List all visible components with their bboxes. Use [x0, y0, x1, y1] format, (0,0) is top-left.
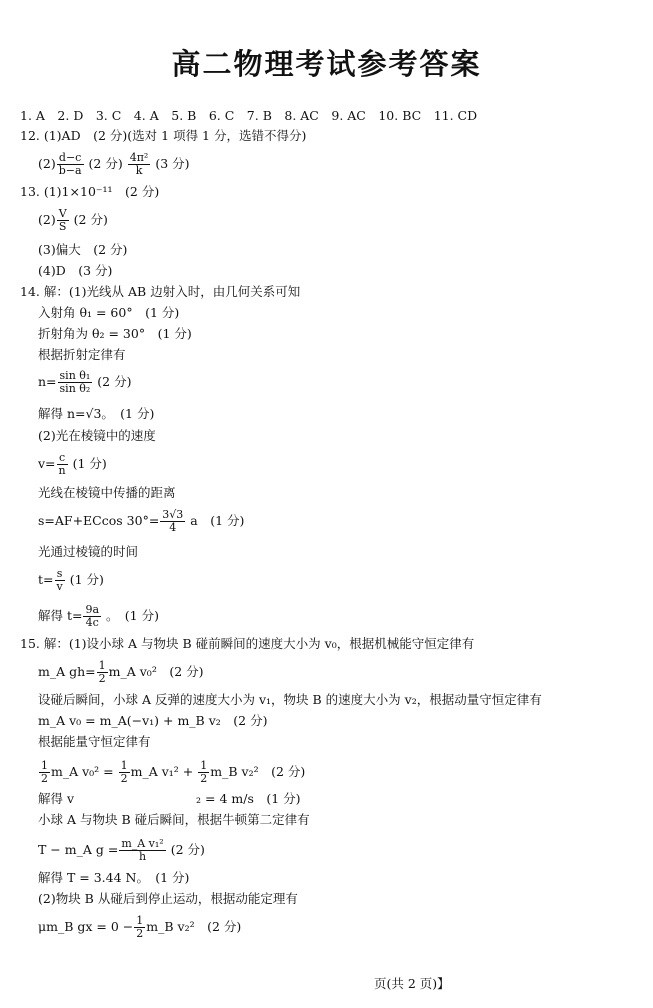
frac-den: sin θ₂ [59, 382, 91, 395]
q12-fraction-2 [128, 152, 151, 177]
frac-den: 4 [169, 521, 177, 534]
q14-eq-prefix: 解得 t= [38, 608, 83, 623]
page-title: 高二物理考试参考答案 [171, 47, 482, 81]
frac-num: V [58, 207, 67, 220]
q14-line6: 解得 n=√3。 (1 分) [38, 406, 155, 421]
q15-eq-prefix: m_A gh= [38, 664, 96, 679]
q15-line2 [38, 660, 204, 685]
q15-eq-suffix: m_B v₂² (2 分) [146, 919, 242, 934]
q15-line11: (2)物块 B 从碰后到停止运动，根据动能定理有 [38, 891, 298, 906]
page-footer: 页(共 2 页)】 [374, 976, 450, 991]
q15-line9 [38, 838, 205, 863]
frac-den: b−a [58, 164, 82, 177]
q15-result-value: ₂ = 4 m/s (1 分) [196, 791, 301, 806]
frac-num: 1 [41, 759, 48, 772]
frac-num: c [57, 452, 68, 465]
choice-answers: 1. A 2. D 3. C 4. A 5. B 6. C 7. B 8. AC 9. AC 10. BC 11. CD [20, 108, 478, 123]
q12-line1: 12. (1)AD (2 分)(选对 1 项得 1 分，选错不得分) [20, 128, 307, 143]
q14-eq-prefix: n= [38, 374, 57, 389]
frac-num: d−c [57, 152, 84, 165]
frac-den: 2 [98, 672, 106, 685]
q15-fraction-half [119, 760, 130, 785]
q13-line2 [38, 208, 108, 233]
q14-fraction-s [160, 509, 185, 534]
q14-line4: 根据折射定律有 [38, 347, 126, 362]
q14-line9: 光线在棱镜中传播的距离 [38, 485, 176, 500]
q15-result-prefix: 解得 v [38, 791, 75, 806]
q15-eq-part: m_A v₁² + [130, 764, 194, 779]
frac-num: sin θ₁ [59, 369, 91, 382]
q13-fraction [57, 208, 69, 233]
q15-line6 [38, 760, 305, 785]
q15-eq-part: m_B v₂² (2 分) [210, 764, 306, 779]
q15-eq-prefix: T − m_A g = [38, 842, 119, 857]
frac-num: 3√3 [162, 508, 184, 521]
q15-fraction-half [97, 660, 108, 685]
q15-eq-suffix: m_A v₀² (2 分) [108, 664, 204, 679]
q12-prefix: (2) [38, 156, 56, 171]
q14-line12 [38, 568, 104, 593]
q12-line2 [38, 152, 190, 177]
frac-num: s [55, 568, 65, 581]
frac-num: 1 [98, 659, 106, 672]
q15-line5: 根据能量守恒定律有 [38, 734, 151, 749]
q14-line8 [38, 452, 107, 477]
frac-num: 1 [200, 759, 208, 772]
q14-fraction-t [55, 568, 65, 593]
q15-fraction-tension [119, 838, 165, 863]
frac-den: 2 [41, 772, 48, 785]
q13-prefix: (2) [38, 212, 56, 227]
q15-fraction-half [134, 915, 145, 940]
q12-score-2: (3 分) [155, 156, 190, 171]
q14-eq-prefix: s=AF+ECcos 30°= [38, 513, 160, 528]
q15-line3: 设碰后瞬间，小球 A 反弹的速度大小为 v₁，物块 B 的速度大小为 v₂，根据动量守恒定律有 [38, 692, 542, 707]
frac-num: 9a [85, 603, 100, 616]
q15-line7 [38, 791, 301, 807]
frac-den: 2 [120, 772, 128, 785]
q14-score: (2 分) [97, 374, 132, 389]
q15-line12 [38, 915, 241, 940]
q14-score: a (1 分) [190, 513, 245, 528]
frac-den: 2 [200, 772, 208, 785]
q14-line2: 入射角 θ₁ = 60° (1 分) [38, 305, 180, 320]
frac-den: 2 [136, 927, 144, 940]
q14-line10 [38, 509, 244, 534]
frac-den: v [56, 580, 63, 593]
q14-line5 [38, 370, 131, 395]
q14-score: 。 (1 分) [106, 608, 159, 623]
q14-score: (1 分) [69, 572, 104, 587]
q13-line3: (3)偏大 (2 分) [38, 242, 128, 257]
q14-line1: 14. 解：(1)光线从 AB 边射入时，由几何关系可知 [20, 284, 301, 299]
q14-line7: (2)光在棱镜中的速度 [38, 428, 156, 443]
q15-fraction-half [198, 760, 209, 785]
q15-line4: m_A v₀ = m_A(−v₁) + m_B v₂ (2 分) [38, 713, 268, 728]
q15-eq-prefix: μm_B gx = 0 − [38, 919, 134, 934]
frac-num: 4π² [129, 151, 149, 164]
frac-den: n [58, 464, 66, 477]
q14-eq-prefix: t= [38, 572, 54, 587]
frac-num: 1 [136, 914, 144, 927]
q15-eq-part: m_A v₀² = [51, 764, 114, 779]
q15-fraction-half [39, 760, 50, 785]
q13-line4: (4)D (3 分) [38, 263, 113, 278]
frac-num: m_A v₁² [121, 837, 164, 850]
q12-score: (2 分) [88, 156, 123, 171]
frac-num: 1 [120, 759, 128, 772]
q14-line11: 光通过棱镜的时间 [38, 544, 139, 559]
frac-den: S [58, 220, 67, 233]
q14-fraction-v [57, 452, 68, 477]
q14-line13 [38, 604, 159, 629]
q15-score: (2 分) [170, 842, 205, 857]
q12-fraction-1 [57, 152, 84, 177]
q13-line1: 13. (1)1×10⁻¹¹ (2 分) [20, 184, 160, 199]
q14-fraction-snell [58, 370, 93, 395]
q15-line8: 小球 A 与物块 B 碰后瞬间，根据牛顿第二定律有 [38, 812, 310, 827]
q13-score: (2 分) [73, 212, 108, 227]
q14-fraction-result [83, 604, 101, 629]
q15-line10: 解得 T = 3.44 N。 (1 分) [38, 870, 190, 885]
q14-score: (1 分) [72, 456, 107, 471]
q14-eq-prefix: v= [38, 456, 56, 471]
q14-line3: 折射角为 θ₂ = 30° (1 分) [38, 326, 192, 341]
q15-line1: 15. 解：(1)设小球 A 与物块 B 碰前瞬间的速度大小为 v₀，根据机械能守恒定律有 [20, 636, 475, 651]
frac-den: h [138, 850, 147, 863]
frac-den: 4c [85, 616, 99, 629]
frac-den: k [135, 164, 143, 177]
